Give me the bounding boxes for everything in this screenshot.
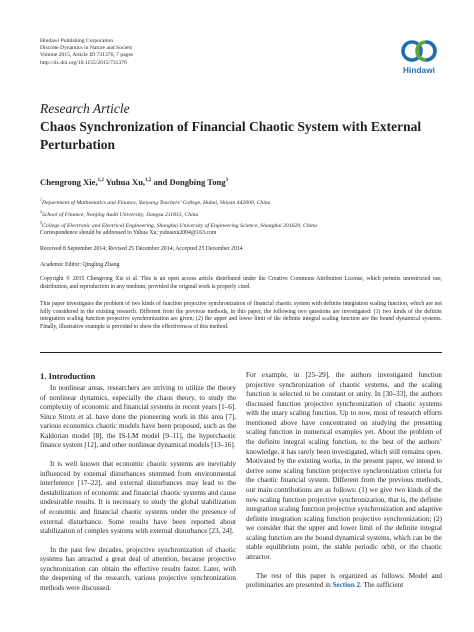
doi-link[interactable]: http://dx.doi.org/10.1155/2015/731376 [40, 59, 127, 66]
body-paragraph: In the past few decades, projective synchronization of chaotic systems has attracted a great deal of attention, because projective synchronization can obtain the effective results faster. Later, with the deepening of the research, various projective synchronization methods were discussed. [40, 545, 236, 592]
affiliation-item: $^1$Department of Mathematics and Finance, Yunyang Teachers’ College, Hubei, Shiyan 442000, China [40, 197, 271, 206]
author-list [40, 177, 228, 187]
body-column-left [40, 384, 236, 594]
author-name: Yuhua Xu, [103, 177, 146, 187]
dates-line: Received 8 September 2014; Revised 25 December 2014; Accepted 25 December 2014 [40, 246, 243, 252]
journal-name: Discrete Dynamics in Nature and Society [40, 45, 133, 52]
affiliation-list [40, 196, 317, 231]
author-name: and Dongbing Tong [151, 177, 226, 187]
author-affiliation-marker: 1,2 [97, 178, 104, 184]
section-2-link[interactable]: Section 2 [332, 581, 361, 590]
abstract: This paper investigates the problem of two kinds of function projective synchronization of financial chaotic system with definite integration scaling function, which are not fully considered in the existing research. Different from the previous methods, in this paper, the following two questions are investigated: (1) two kinds of the definite integration scaling function projective synchronization are given; (2) the upper and lower limit of the definite integral scaling function are the bound dynamical systems. Finally, illustrative example is provided to show the effectiveness of this method. [40, 301, 442, 330]
copyright-notice: Copyright © 2015 Chengrong Xie et al. This is an open access article distributed under the Creative Commons Attribution License, which permits unrestricted use, distribution, and reproduction in any medium, provided the original work is properly cited. [40, 276, 442, 290]
hindawi-logo [396, 36, 442, 78]
article-title: Chaos Synchronization of Financial Chaotic System with External Perturbation [40, 119, 422, 152]
body-paragraph: For example, in [25–29], the authors investigated function projective synchronization of chaotic systems, and the scaling function is selected to be constant or unity. In [30–33], the authors discussed function projective synchronization of chaotic systems with the unary scaling function. Up to now, most of research efforts mentioned above have concentrated on studying the presetting scaling function in numerical examples yet. About the problem of the definite integral scaling function, to the best of the authors’ knowledge, it has rarely been investigated, which still remains open. Motivated by the existing works, in the present paper, we intend to derive some scaling function projective synchronization criteria for the chaotic financial system. Different from the previous methods, our main contributions are as follows: (1) we give two kinds of the new scaling function projective synchronization, that is, the definite integration scaling function projective synchronization and adaptive definite integration scaling function projective synchronization; (2) we consider that the upper and lower limit of the definite integral scaling function are the bound dynamical systems, which can be the stable equilibrium point, the stable periodic orbit, or the chaotic attractor. [246, 371, 442, 561]
hindawi-logo-icon [400, 36, 438, 66]
logo-wordmark: Hindawi [402, 66, 436, 75]
affiliation-item: $^2$School of Finance, Nanjing Audit University, Jiangsu 211815, China [40, 208, 199, 218]
section-heading-introduction: 1. Introduction [40, 371, 96, 381]
journal-header [40, 38, 133, 67]
author-name: Chengrong Xie, [40, 177, 98, 187]
body-paragraph: It is well known that economic chaotic systems are inevitably influenced by external disturbances stemmed from environmental interference [17–22], and external disturbances may lead to the destabilization of economic and financial chaotic systems and cause undesirable results. It is necessary to study the global stabilization of economic and financial chaotic systems under the presence of external disturbance. Some results have been reported about stabilization of complex systems with external disturbance [23, 24]. [40, 460, 236, 536]
section-divider [40, 352, 442, 353]
publisher-name: Hindawi Publishing Corporation [40, 38, 114, 44]
body-paragraph: In nonlinear areas, researchers are striving to utilize the theory of nonlinear dynamics, especially the chaos theory, to study the complexity of economic and financial systems in recent years [1–6]. Since Strotz et al. have done the pioneering work in this area [7], various economics chaotic models have been proposed, such as the Kaldorian model [8], the IS-LM model [9–11], the hyperchaotic finance system [12], and other nonlinear dynamical models [13–16]. [40, 384, 236, 450]
correspondence-line: Correspondence should be addressed to Yuhua Xu; yuhuaxu2004@163.com [40, 230, 217, 236]
body-paragraph: The rest of this paper is organized as follows: Model and preliminaries are presented in Section 2. The sufficient [246, 571, 442, 590]
affiliation-item: $^3$College of Electronic and Electrical Engineering, Shanghai University of Engineering Science, Shanghai 201620, China [40, 220, 317, 230]
article-type: Research Article [40, 101, 130, 116]
body-column-right [246, 371, 442, 591]
volume-info: Volume 2015, Article ID 731376, 7 pages [40, 52, 134, 59]
academic-editor-line: Academic Editor: Qingling Zhang [40, 262, 120, 268]
author-affiliation-marker: 3 [225, 178, 229, 184]
author-affiliation-marker: 1,2 [145, 178, 152, 184]
